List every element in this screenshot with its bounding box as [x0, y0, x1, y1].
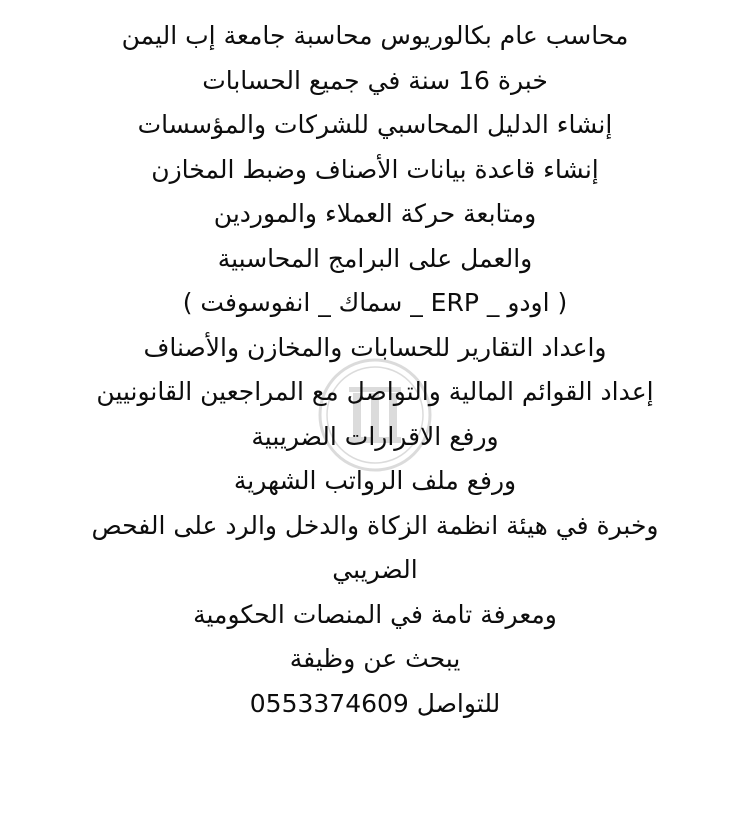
text-line: إعداد القوائم المالية والتواصل مع المراجعين القانونيين [96, 377, 654, 406]
text-line: ورفع الاقرارات الضريبية [251, 421, 499, 451]
text-line: والعمل على البرامج المحاسبية [217, 243, 533, 273]
text-line: يبحث عن وظيفة [289, 644, 461, 673]
text-line: واعداد التقارير للحسابات والمخازن والأصناف [143, 332, 607, 362]
contact-line: للتواصل 0553374609 [249, 688, 501, 718]
text-line: ومتابعة حركة العملاء والموردين [213, 199, 537, 228]
text-line: إنشاء الدليل المحاسبي للشركات والمؤسسات [137, 110, 613, 139]
text-line: محاسب عام بكالوريوس محاسبة جامعة إب اليمن [121, 21, 629, 50]
text-line: ورفع ملف الرواتب الشهرية [233, 466, 517, 495]
document-body [18, 14, 732, 726]
text-line: وخبرة في هيئة انظمة الزكاة والدخل والرد على الفحص [91, 510, 659, 540]
text-line: ( اودو _ ERP _ سماك _ انفوسوفت ) [182, 288, 568, 317]
text-line: ومعرفة تامة في المنصات الحكومية [193, 599, 557, 629]
text-line: خبرة 16 سنة في جميع الحسابات [202, 65, 548, 95]
text-line: الضريبي [332, 555, 418, 584]
text-line: إنشاء قاعدة بيانات الأصناف وضبط المخازن [151, 154, 599, 184]
